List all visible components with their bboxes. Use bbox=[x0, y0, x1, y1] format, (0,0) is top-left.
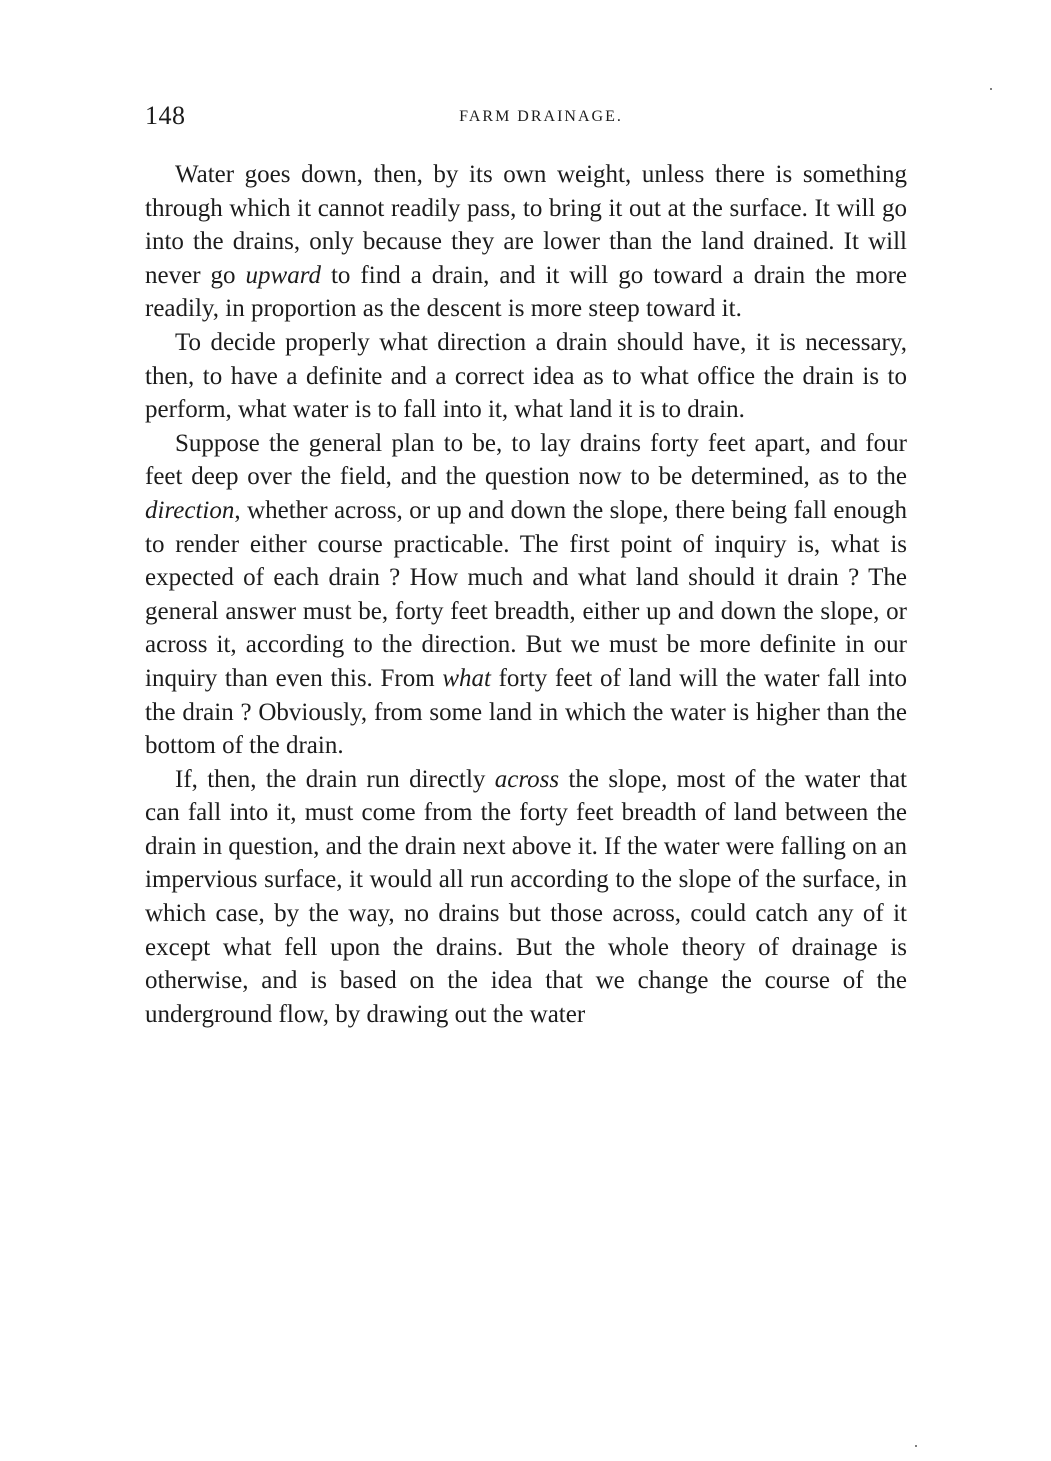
text-run: If, then, the drain run directly bbox=[175, 765, 495, 793]
paragraph bbox=[145, 158, 907, 326]
text-run: the slope, most of the water that can fall into it, must come from the forty feet breadth of land between the drain in question, and the drain next above it. If the water were falling on an impervious surface, it would all run according to the slope of the surface, in which case, by the way, no drains but those across, could catch any of it except what fell upon the drains. But the whole theory of drainage is otherwise, and is based on the idea that we change the course of the underground flow, by drawing out the water bbox=[145, 765, 907, 1028]
text-run: Water goes down, then, by its own weight, unless there is something through which it cannot readily pass, to bring it out at the surface. It will go into the drains, only because they are lower than the land drained. It will never go bbox=[145, 161, 907, 289]
paragraph bbox=[145, 326, 907, 427]
scan-speck bbox=[915, 1445, 917, 1447]
italic-text: direction bbox=[145, 496, 235, 524]
text-run: to find a drain, and it will go toward a drain the more readily, in proportion as the descent is more steep toward it. bbox=[145, 261, 907, 323]
page-number: 148 bbox=[145, 101, 186, 130]
italic-text: what bbox=[442, 664, 491, 692]
text-run: Suppose the general plan to be, to lay drains forty feet apart, and four feet deep over the field, and the question now to be determined, as to the bbox=[145, 429, 907, 491]
text-run: To decide properly what direction a drain should have, it is necessary, then, to have a definite and a correct idea as to what office the drain is to perform, what water is to fall into it, what land it is to drain. bbox=[145, 328, 907, 424]
scan-speck bbox=[990, 88, 992, 90]
running-title: FARM DRAINAGE. bbox=[459, 108, 623, 125]
paragraph bbox=[145, 763, 907, 1032]
italic-text: upward bbox=[245, 261, 321, 289]
paragraph bbox=[145, 427, 907, 763]
page-header bbox=[145, 98, 907, 134]
text-run: , whether across, or up and down the slope, there being fall enough to render either course practicable. The first point of inquiry is, what is expected of each drain ? How much and what land should it drain ? The general answer must be, forty feet breadth, either up and down the slope, or across it, according to the direction. But we must be more definite in our inquiry than even this. From bbox=[145, 496, 907, 692]
body-text bbox=[145, 158, 907, 1031]
italic-text: across bbox=[494, 765, 560, 793]
text-run: forty feet of land will the water fall into the drain ? Obviously, from some land in which the water is higher than the bottom of the drain. bbox=[145, 664, 907, 760]
